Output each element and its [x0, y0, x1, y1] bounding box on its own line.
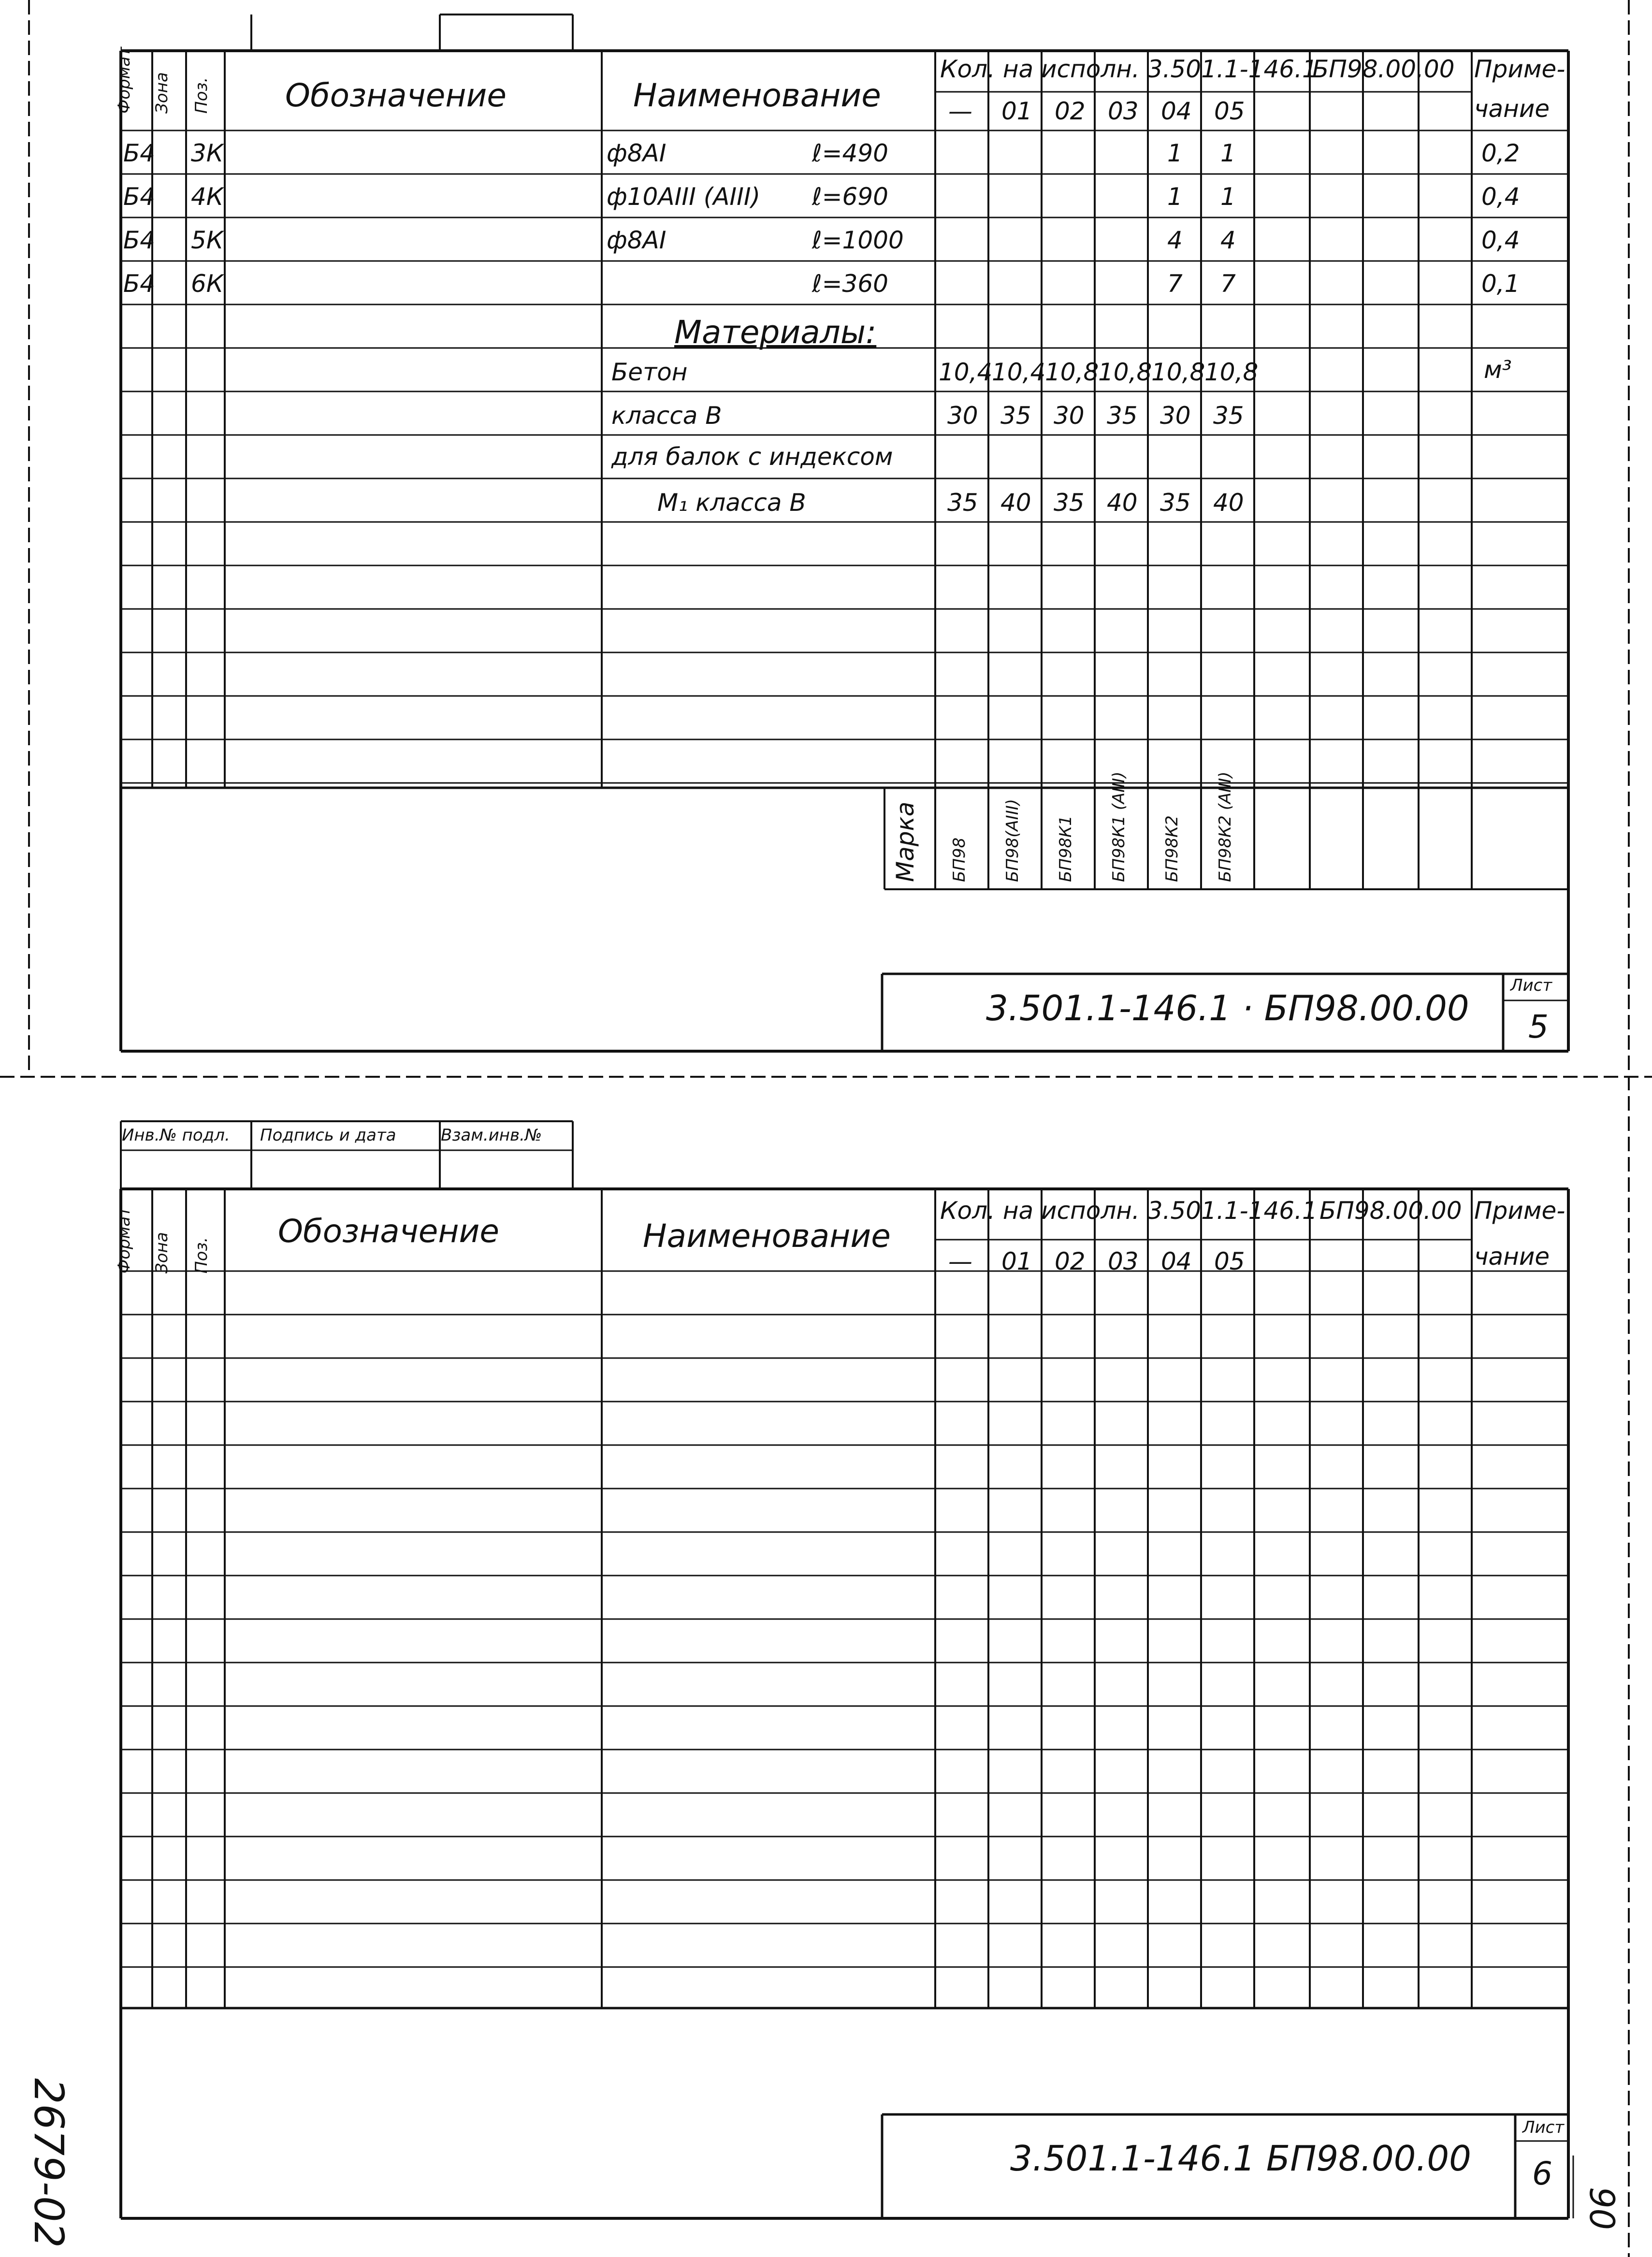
row-qty-05: 4 — [1220, 226, 1236, 254]
row-pos: 6К — [191, 270, 224, 298]
row-format: Б4 — [123, 139, 156, 167]
header-note-2-1: Приме- — [1474, 1197, 1565, 1225]
concrete-value: 10,8 — [1151, 358, 1205, 386]
m1-class-value: 40 — [1107, 489, 1138, 517]
row-format: Б4 — [123, 270, 156, 298]
variant-header-03: 03 — [1108, 1247, 1139, 1275]
header-designation: Обозначение — [285, 77, 507, 114]
row-note: 0,1 — [1481, 270, 1520, 298]
header-note-1: Приме- — [1474, 55, 1565, 83]
header-qty-doc: БП98.00.00 — [1312, 55, 1455, 83]
row-qty-04: 1 — [1167, 139, 1183, 167]
row-note: 0,4 — [1481, 226, 1520, 254]
variant-header-01: 01 — [1001, 97, 1032, 125]
concrete-value: 10,8 — [1098, 358, 1152, 386]
header-pos: Поз. — [192, 77, 211, 114]
materials-heading: Материалы: — [674, 314, 877, 351]
header-designation-2: Обозначение — [278, 1213, 499, 1250]
sheet-label: Лист — [1510, 976, 1552, 995]
marka-label: Марка — [891, 801, 919, 882]
page-number: 90 — [1582, 2187, 1622, 2230]
variant-header-05: 05 — [1214, 97, 1245, 125]
mark-label: БП98К1 — [1056, 815, 1075, 882]
m1-class-value: 35 — [1160, 489, 1191, 517]
row-name: ф10АIII (АIII) — [607, 183, 761, 211]
header-note-2-2: чание — [1474, 1243, 1550, 1271]
row-length: ℓ=360 — [812, 270, 888, 298]
header-qty-2: Кол. на исполн. 3.501.1-146.1 — [940, 1197, 1318, 1225]
row-format: Б4 — [123, 226, 156, 254]
concrete-value: 10,8 — [1045, 358, 1099, 386]
row-qty-05: 7 — [1220, 270, 1236, 298]
mark-label: БП98(АIII) — [1003, 798, 1022, 882]
variant-header-01: 01 — [1001, 1247, 1032, 1275]
concrete-value: 10,4 — [992, 358, 1046, 386]
header-zone: Зона — [152, 72, 172, 114]
row-qty-05: 1 — [1220, 139, 1236, 167]
row-qty-04: 1 — [1167, 183, 1183, 211]
mark-label: БП98К2 — [1162, 815, 1182, 882]
header-format: Формат — [115, 47, 134, 114]
row-qty-04: 7 — [1167, 270, 1183, 298]
mark-label: БП98 — [950, 837, 969, 882]
row-format: Б4 — [123, 183, 156, 211]
class-value: 30 — [947, 402, 978, 430]
stamp-replaced: Взам.инв.№ — [441, 1126, 542, 1145]
mark-label: БП98К2 (АIII) — [1216, 771, 1235, 882]
concrete-value: 10,4 — [939, 358, 993, 386]
mark-label: БП98К1 (АIII) — [1109, 771, 1129, 882]
row-pos: 4К — [191, 183, 224, 211]
variant-header-04: 04 — [1161, 97, 1192, 125]
header-name: Наименование — [633, 77, 881, 114]
index-label: для балок с индексом — [611, 443, 893, 471]
row-length: ℓ=1000 — [812, 226, 904, 254]
row-name: ф8АI — [607, 226, 667, 254]
header-pos-2: Поз. — [192, 1237, 211, 1273]
m1-class-value: 40 — [1213, 489, 1244, 517]
m1-class-value: 35 — [1054, 489, 1085, 517]
row-qty-05: 1 — [1220, 183, 1236, 211]
sheet-label-2: Лист — [1522, 2118, 1565, 2137]
class-value: 35 — [1000, 402, 1031, 430]
concrete-value: 10,8 — [1204, 358, 1259, 386]
class-value: 35 — [1213, 402, 1244, 430]
class-value: 30 — [1160, 402, 1191, 430]
row-note: 0,2 — [1481, 139, 1520, 167]
sheet-number: 5 — [1528, 1008, 1549, 1045]
m1-label: М₁ класса В — [657, 489, 806, 517]
stamp-inv: Инв.№ подл. — [122, 1126, 230, 1145]
m1-class-value: 35 — [947, 489, 978, 517]
row-length: ℓ=490 — [812, 139, 888, 167]
class-value: 30 — [1054, 402, 1085, 430]
row-length: ℓ=690 — [812, 183, 888, 211]
row-qty-04: 4 — [1167, 226, 1183, 254]
header-note-2: чание — [1474, 95, 1550, 123]
header-qty-doc-2: БП98.00.00 — [1319, 1197, 1462, 1225]
inventory-number: 2679-02 — [25, 2078, 72, 2248]
header-name-2: Наименование — [643, 1217, 891, 1255]
variant-header-02: 02 — [1055, 97, 1086, 125]
variant-header-02: 02 — [1055, 1247, 1086, 1275]
row-pos: 5К — [191, 226, 224, 254]
doc-code: 3.501.1-146.1 · БП98.00.00 — [986, 988, 1469, 1028]
variant-header-03: 03 — [1108, 97, 1139, 125]
class-value: 35 — [1107, 402, 1138, 430]
variant-header-base: — — [948, 97, 972, 125]
m1-class-value: 40 — [1000, 489, 1031, 517]
variant-header-05: 05 — [1214, 1247, 1245, 1275]
concrete-label: Бетон — [611, 358, 688, 386]
variant-header-base: — — [948, 1247, 972, 1275]
stamp-signature: Подпись и дата — [260, 1126, 396, 1145]
row-note: 0,4 — [1481, 183, 1520, 211]
concrete-unit: м³ — [1484, 356, 1512, 384]
doc-code-2: 3.501.1-146.1 БП98.00.00 — [1010, 2138, 1471, 2179]
header-qty: Кол. на исполн. 3.501.1-146.1 — [940, 55, 1318, 83]
header-format-2: Формат — [115, 1207, 134, 1273]
header-zone-2: Зона — [152, 1232, 172, 1273]
row-pos: 3К — [191, 139, 224, 167]
class-label: класса В — [611, 402, 722, 430]
variant-header-04: 04 — [1161, 1247, 1192, 1275]
sheet-number-2: 6 — [1532, 2155, 1552, 2192]
row-name: ф8АI — [607, 139, 667, 167]
